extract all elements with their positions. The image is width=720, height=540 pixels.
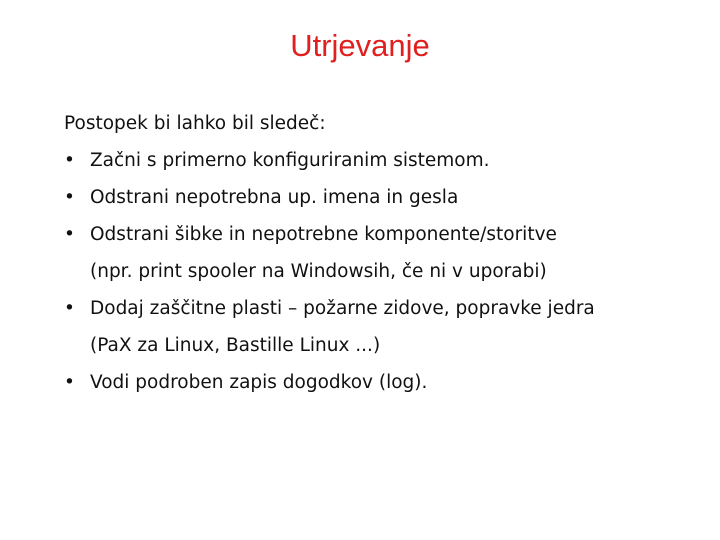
bullet-icon: • (64, 372, 75, 393)
bullet-item (64, 142, 714, 179)
bullet-text: Dodaj zaščitne plasti – požarne zidove, popravke jedra (90, 298, 595, 319)
bullet-text: Začni s primerno konfiguriranim sistemom. (90, 150, 490, 171)
bullet-item (64, 216, 714, 290)
bullet-item (64, 179, 714, 216)
bullet-icon: • (64, 150, 75, 171)
bullet-text: Vodi podroben zapis dogodkov (log). (90, 372, 428, 393)
bullet-item (64, 290, 714, 364)
bullet-item (64, 364, 714, 401)
intro-text: Postopek bi lahko bil sledeč: (64, 113, 326, 134)
bullet-text-continuation: (PaX za Linux, Bastille Linux ...) (90, 335, 381, 356)
bullet-text: Odstrani šibke in nepotrebne komponente/storitve (90, 224, 557, 245)
bullet-text: Odstrani nepotrebna up. imena in gesla (90, 187, 459, 208)
bullet-list (64, 142, 714, 401)
bullet-icon: • (64, 224, 75, 245)
slide-title: Utrjevanje (290, 28, 430, 63)
bullet-icon: • (64, 298, 75, 319)
slide-body (64, 105, 714, 401)
bullet-text-continuation: (npr. print spooler na Windowsih, če ni v uporabi) (90, 261, 547, 282)
bullet-icon: • (64, 187, 75, 208)
